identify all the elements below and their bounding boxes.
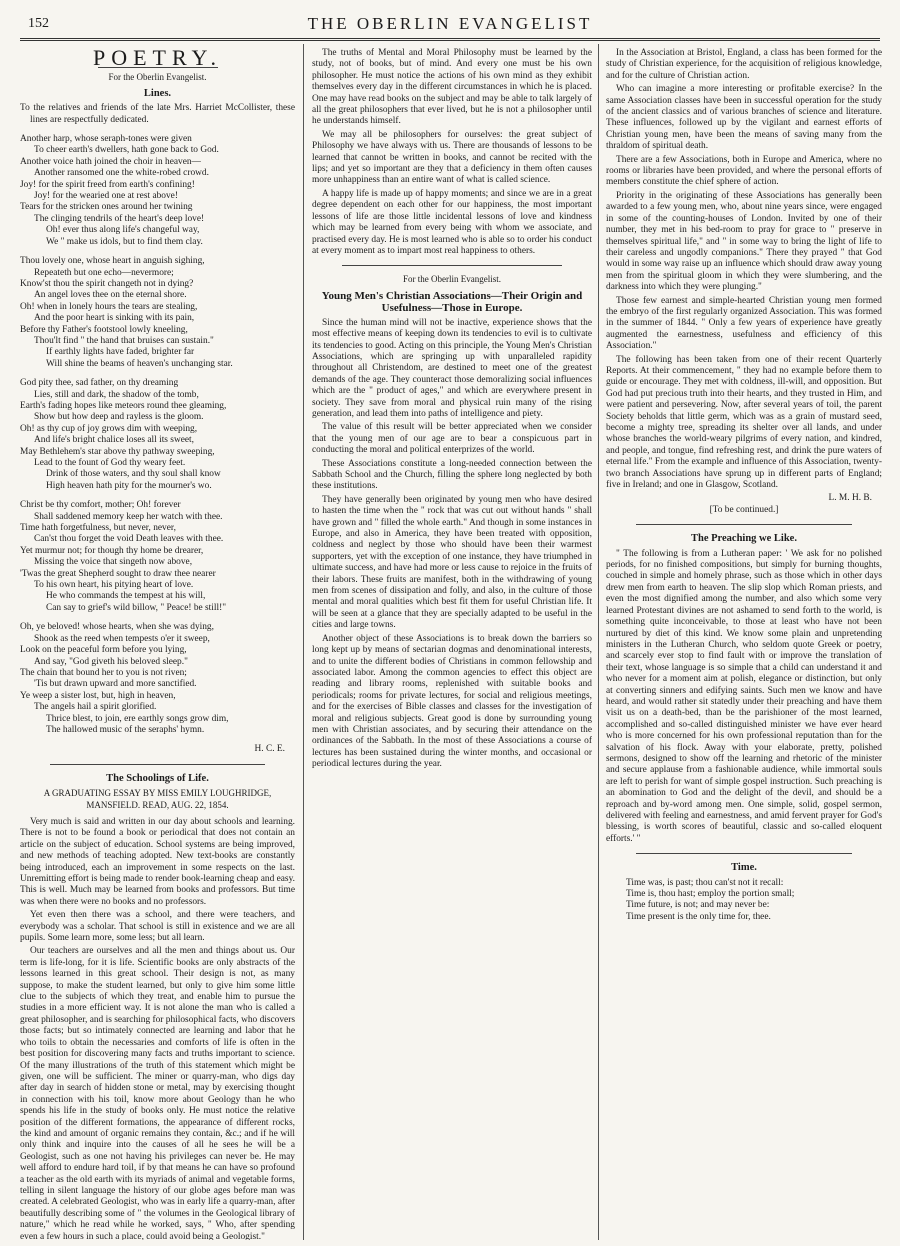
poem-line: Time was, is past; thou can'st not it recall: [626, 877, 784, 888]
poem-line: God pity thee, sad father, on thy dreaming [20, 378, 179, 389]
paragraph: The truths of Mental and Moral Philosophy must be learned by the study, not of books, but of mind. And every one must be his own philosopher. He must notice the actions of his own mind as they exhibit themselves every day in the different circumstances in which he is placed. One may have read books on the subject and may be able to talk largely of all the great philosophers that ever lived, but he is not a philosopher until he understands himself. [312, 48, 592, 127]
poem-stanza [20, 256, 295, 370]
divider [342, 265, 562, 266]
poem-line: An angel loves thee on the eternal shore. [34, 290, 187, 301]
poem-line: Another harp, whose seraph-tones were given [20, 134, 192, 145]
poem-dedication: To the relatives and friends of the late Mrs. Harriet McCollister, these lines are respectfully dedicated. [20, 103, 295, 125]
page-number: 152 [28, 16, 49, 31]
paragraph: Who can imagine a more interesting or profitable exercise? In the same Association classes have been in successful operation for the study of the ancient classics and of various branches of science and literature. These influences, followed up by the vigilant and earnest efforts of Christian young men, have been the means of saving many from the thraldom of spiritual death. [606, 84, 882, 152]
poem-line: Earth's fading hopes like meteors round thee gleaming, [20, 400, 227, 411]
poem-line: Thrice blest, to join, ere earthly songs grow dim, [46, 713, 229, 724]
poem-line: Drink of those waters, and thy soul shall know [46, 469, 221, 480]
paragraph: We may all be philosophers for ourselves: the great subject of Philosophy we have always with us. There are thousands of lessons to be learned that cannot be written in books, and cannot be recited with the lips; and yet so important are they that a deficiency in them often causes more unhappiness than an entire want of what is called science. [312, 129, 592, 186]
poem-line: Repeateth but one echo—nevermore; [34, 267, 174, 278]
article-body-part1 [312, 318, 592, 771]
poem-line: Shook as the reed when tempests o'er it sweep, [34, 633, 210, 644]
poem-line: He who commands the tempest at his will, [46, 591, 206, 602]
essay-subtitle: A GRADUATING ESSAY BY MISS EMILY LOUGHRIDGE, MANSFIELD. READ, AUG. 22, 1854. [43, 788, 272, 810]
poem-line: The hallowed music of the seraphs' hymn. [46, 724, 205, 735]
paragraph: The value of this result will be better appreciated when we consider that the young men of our age are to bear a conspicuous part in conducting the moral and political enterprizes of the world. [312, 422, 592, 456]
poem-line: Another voice hath joined the choir in heaven— [20, 156, 201, 167]
divider [636, 524, 852, 525]
paragraph: Very much is said and written in our day about schools and learning. There is not to be found a book or periodical that does not contain an article on the subject of education. School systems are being improved, and new methods of teaching adopted. New text-books are constantly being introduced, each an improvement in some respects on the last. Unremitting effort is being made to render book-learning cheap and easy. This is well. Much may be learned from books and professors. But time was when there were no books and no professors. [20, 816, 295, 907]
divider [50, 764, 265, 765]
poem-line: Oh, ye beloved! whose hearts, when she was dying, [20, 622, 214, 633]
poem-line: To cheer earth's dwellers, hath gone back to God. [34, 145, 219, 156]
poem-line: Time future, is not; and may never be: [626, 900, 770, 911]
paragraph: " The following is from a Lutheran paper: ' We ask for no polished periods, for no finished compositions, but simply for burning thoughts, couched in simple and homely phrase, such as those which in other days drew men from earth to heaven. The slip slop which Roman priests, and even the most dignified among the number, and also which some very learned Protestant divines are not ashamed to send forth to the world, is something quite inconceivable, to those at least who have not been nurtured by diet of this kind. We know some plain and unpretending ministers in the Lutheran Church, who seldom quote Greek or poetry, and scarcely ever stop to find fault with or improve the translation of their text, whose language is so simple that a child can understand it and who never for a moment aim at polish, elegance or distinction, but only at converting sinners and edifying saints. Such men we know and have heard, and would rather sit statedly under their preaching and have them visit us on a death-bed, than be the parishioner of the most learned, accomplished and so-called distinguished minister we have ever heard who is more concerned for his own professional reputation than for the salvation of his flock. Away with your elaborate, pretty, polished sermons, designed to show off the learning and rhetoric of the minister and secure applause from a fashionable audience, while immortal souls are left to perish for want of simple gospel instruction. Such preaching is an abomination to God and the delight of the devil, and should be a reproach and by-word among men. One simple, solid, gospel sermon, delivered with feeling and earnestness, and amid fervent prayer for God's blessing, is worth scores of beautiful, classic and so-called eloquent efforts.' " [606, 548, 882, 844]
column-1 [20, 48, 295, 1240]
poem-line: We " make us idols, but to find them clay. [46, 236, 203, 247]
column-3 [606, 48, 882, 1240]
poem-line: If earthly lights have faded, brighter far [46, 347, 195, 358]
poem-stanza [20, 500, 295, 614]
poem-line: Thou lovely one, whose heart in anguish sighing, [20, 256, 205, 267]
article-body-part2 [606, 48, 882, 491]
paragraph: Since the human mind will not be inactive, experience shows that the most effective means of keeping down its tendencies to evil is to cultivate its tendencies to good. Acting on this principle, the Young Men's Christian Associations, which are springing up with unparalleled rapidity throughout all Christendom, are destined to meet one of the greatest demands of the age. They counteract those demoralizing social influences which are the " product of ages," and which are everywhere present in society. They save from moral and physical ruin many of the rising generation, and lead them into paths of intelligence and piety. [312, 317, 592, 419]
column-divider [598, 44, 599, 1240]
essay-title: The Schoolings of Life. [106, 772, 209, 784]
poem-line: 'Tis but drawn upward and more sanctified. [34, 679, 197, 690]
article-signature: L. M. H. B. [828, 493, 872, 504]
paragraph: A happy life is made up of happy moments; and since we are in a great degree dependent on each other for our happiness, the most important lessons of life are those little incidental lessons of love and kindness which may be learned from every being with whom we associate, and practised every day. He is most learned who is able so to order his conduct at every moment as to impart most real happiness to others. [312, 188, 592, 256]
paragraph: They have generally been originated by young men who have desired to hasten the time when the " rock that was cut out without hands " shall have grown and " filled the whole earth." And though in some instances in Europe, and also in America, they have been treated with opposition, coldness and neglect by those who should have been their warmest supporters, yet with the exception of one instance, they have triumphed in ultimate success, and have had more or less cause to rejoice in the fruits of their labors. These fruits are manifest, both in the withdrawing of young men from scenes of dissipation and folly, and also, in the culture of those mental and moral qualities which best fit them for useful Christian life. It will be seen at a glance that they are specially adapted to be useful in the cities and large towns. [312, 494, 592, 631]
poem-line: Yet murmur not; for though thy home be drearer, [20, 545, 204, 556]
poem-line: To his own heart, his pitying heart of love. [34, 580, 194, 591]
newspaper-title: THE OBERLIN EVANGELIST [307, 14, 593, 33]
paragraph: Another object of these Associations is to break down the barriers so long kept up by means of sectarian dogmas and denominational interests, and to unite the different bodies of Christians in common fellowship and associated labor. Among the common agencies to effect this object are reading and library rooms, replenished with suitable books and periodicals; rooms for private lectures, for social and religious meetings, and for the exercises of Bible classes and classes for the investigation of moral and religious subjects. Great good is done by surrounding young men with Christian associates, and by securing their attendance on the ordinances of the Sabbath. In the most of these Associations a course of lectures has been sustained during the winter months, and occasional or periodical lectures during the year. [312, 633, 592, 770]
paragraph: Those few earnest and simple-hearted Christian young men formed the embryo of the first regularly organized Association. This was formed in the summer of 1844. " Only a few years of experience have greatly augmented the earnestness, usefulness and efficiency of this Association." [606, 295, 882, 352]
poem-line: 'Twas the great Shepherd sought to draw thee nearer [20, 568, 216, 579]
paragraph: In the Association at Bristol, England, a class has been formed for the study of Christian experience, for the acquisition of religious knowledge, and for the culture of Christian action. [606, 48, 882, 81]
poem-line: Shall saddened memory keep her watch with thee. [34, 511, 223, 522]
poem-stanza [20, 134, 295, 248]
poem-line: And the poor heart is sinking with its pain, [34, 313, 195, 324]
poem-body [20, 134, 295, 736]
poem-signature: H. C. E. [254, 744, 285, 755]
poem-line: High heaven hath pity for the mourner's wo. [46, 480, 212, 491]
poem-stanza [20, 622, 295, 736]
poem-line: Time present is the only time for, thee. [626, 911, 771, 922]
poem-line: The chain that bound her to you is not riven; [20, 667, 187, 678]
poem-line: Tears for the stricken ones around her twining [20, 202, 193, 213]
preaching-title: The Preaching we Like. [691, 533, 797, 545]
poem-line: Oh! ever thus along life's changeful way, [46, 225, 200, 236]
poem-line: Oh! as thy cup of joy grows dim with weeping, [20, 423, 198, 434]
paragraph: These Associations constitute a long-needed connection between the Sabbath School and the Church, filling the sphere long neglected by both these institutions. [312, 458, 592, 492]
attribution-line: For the Oberlin Evangelist. [403, 274, 501, 285]
poetry-heading: POETRY. [92, 48, 222, 70]
poem-stanza [20, 378, 295, 492]
poem-line: Show but how deep and rayless is the gloom. [34, 412, 204, 423]
paragraph: Yet even then there was a school, and there were teachers, and everybody was a scholar. That school is still in existence and we are all pupils. Some learn more, some less; but all learn. [20, 910, 295, 944]
poem-line: Missing the voice that singeth now above, [34, 557, 193, 568]
essay-body-part2 [312, 48, 592, 257]
poem-line: The clinging tendrils of the heart's deep love! [34, 213, 205, 224]
poem-line: Lies, still and dark, the shadow of the tomb, [34, 389, 199, 400]
column-divider [303, 44, 304, 1240]
column-2 [312, 48, 592, 1240]
poem-line: Know'st thou the spirit changeth not in dying? [20, 278, 194, 289]
poem-line: Time hath forgetfulness, but never, never, [20, 523, 176, 534]
poem-line: Joy! for the wearied one at rest above! [34, 191, 178, 202]
poem-line: Oh! when in lonely hours the tears are stealing, [20, 301, 198, 312]
poem-line: Lead to the fount of God thy weary feet. [34, 458, 186, 468]
essay-body-part1 [20, 817, 295, 1240]
poem-line: Before thy Father's footstool lowly kneeling, [20, 324, 188, 335]
time-poem-body [606, 878, 882, 924]
poem-line: Ye weep a sister lost, but, high in heaven, [20, 690, 176, 701]
article-title: Young Men's Christian Associations—Their Origin and Usefulness—Those in Europe. [321, 289, 583, 314]
poem-line: The angels hail a spirit glorified. [34, 702, 157, 713]
poem-line: Time is, thou hast; employ the portion small; [626, 889, 795, 900]
poem-line: Can'st thou forget the void Death leaves with thee. [34, 534, 224, 545]
poem-line: Joy! for the spirit freed from earth's confining! [20, 179, 195, 190]
poem-line: May Bethlehem's star above thy pathway sweeping, [20, 446, 215, 457]
paragraph: Our teachers are ourselves and all the men and things about us. Our term is life-long, for it is life. Scientific books are only abstracts of the lessons learned in this great school. Their design is not, as many suppose, to make the student learned, but only to give him some little clue to the subjects of which they treat, and enable him to pursue the studies in a more efficient way. It is not alone the man who is called a great philosopher, and is searching for philosophical facts, who discovers those facts; but so intimately connected are learning and labor that he who toils to obtain the necessaries and comforts of life is often in the best position for discovering many facts and truths important to science. Of the many illustrations of the truth of this statement which might be given, one will be sufficient. The miner or quarry-man, who digs day after day in search of hidden stone or metal, may by exercising thought in connection with his toil, know more about Geology than he who spends his life in the study of books only. He must notice the relative position of the different formations, the appearance of different rocks, the kind and amount of organic remains they contain, &c.; and if he will only think and inquire into the causes of all he sees he will be a Geologist, such as one not having his privileges can never be. He may well afford to endure hard toil, if by that means he can have so profound a teacher as the old earth with its myriads of animal and vegetable forms, telling in silent language the history of our globe ages before man was created. A celebrated Geologist, who was in early life a quarry-man, after beautifully describing some of " the volumes in the Geological library of nature," which he read while he worked, says, " Who, after spending even a few hours in such a place, could avoid being a Geologist." [20, 946, 295, 1240]
poem-line: Will shine the beams of heaven's unchanging star. [46, 358, 233, 369]
paragraph: Priority in the originating of these Associations has generally been awarded to a few young men, who, about nine years since, were engaged in some of the counting-houses of London. Invited by one of their number, they met in his bed-room to pray for grace to " preserve in themselves spiritual life," and " in some way to bring the light of life to their careless and ungodly companions." There they prayed " that God would in some way raise up an influence which should draw away young men from the spiritual gloom in which they were slumbering, and the darkness into which they were plunging." [606, 190, 882, 293]
poem-line: And say, "God giveth his beloved sleep." [34, 656, 188, 667]
poem-line: Can say to grief's wild billow, " Peace! be still!" [46, 602, 227, 613]
masthead [20, 14, 880, 36]
preaching-body [606, 549, 882, 846]
masthead-rule [20, 38, 880, 41]
divider [636, 853, 852, 854]
poem-line: And life's bright chalice loses all its sweet, [34, 435, 194, 446]
paragraph: There are a few Associations, both in Europe and America, where no rooms or libraries have been provided, and where the personal efforts of members constitute the chief sphere of action. [606, 154, 882, 188]
attribution-line: For the Oberlin Evangelist. [108, 72, 207, 83]
poem-line: Thou'lt find " the hand that bruises can sustain." [34, 335, 214, 346]
poem-line: Christ be thy comfort, mother; Oh! forever [20, 500, 181, 511]
paragraph: The following has been taken from one of their recent Quarterly Reports. At their commencement, " they had no example before them to guide or encourage. They met with coldness, ill-will, and opposition. But God had put precious truth into their hearts, and they trusted in Him, and were patient and persevering. Now, after several years of toil, the parent Society beholds that little germ, which was as a grain of mustard seed, become a mighty tree, spreading its shelter over all lands, and under whose branches the world-weary pilgrims of every nation, and kindred, and people, and tongue, find refreshing rest, and drink the pure waters of eternal life." From the example and influence of this Association, twenty-two branch Associations have sprung up in different parts of England; five in Ireland; and one in Glasgow, Scotland. [606, 354, 882, 491]
continued-note: [To be continued.] [709, 504, 779, 515]
poem-line: Look on the peaceful form before you lying, [20, 645, 187, 656]
time-poem-title: Time. [731, 862, 757, 874]
poem-title: Lines. [143, 87, 172, 99]
poem-line: Another ransomed one the white-robed crowd. [34, 168, 209, 179]
